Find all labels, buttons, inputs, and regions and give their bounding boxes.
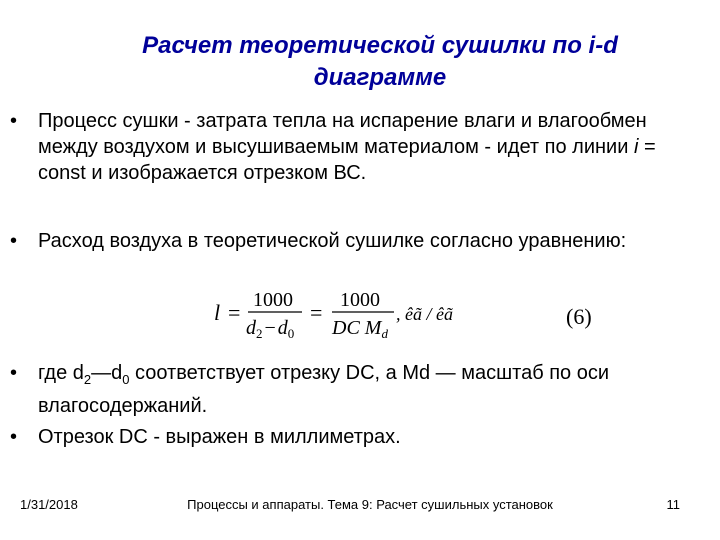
bullet-text-part: соответствует отрезку DC, а Md — масштаб по оси влагосодержаний. <box>38 362 610 417</box>
formula-units: , êã / êã <box>396 304 453 324</box>
den1-minus: − <box>264 317 276 339</box>
formula-denominator-1 <box>246 317 294 340</box>
formula-equals-1: = <box>228 300 241 325</box>
bullet-text <box>38 108 670 186</box>
bullet-text: Расход воздуха в теоретической сушилке согласно уравнению: <box>38 230 627 252</box>
slide-title-line-2: диаграмме <box>313 64 447 91</box>
footer-date: 1/31/2018 <box>20 497 78 512</box>
den1-sub-0: 0 <box>287 326 295 340</box>
slide-title-line-1: Расчет теоретической сушилки по i-d <box>142 32 618 59</box>
bullet-drying-process <box>10 108 670 186</box>
bullet-marker: • <box>10 110 18 132</box>
bullet-text-part: = const и изображается отрезком ВС. <box>38 136 656 184</box>
bullet-segment-dc <box>10 360 670 419</box>
bullet-text-part: где d <box>38 362 84 384</box>
formula-equals-2: = <box>310 300 323 325</box>
bullet-marker: • <box>10 230 18 252</box>
formula-equation <box>210 290 620 340</box>
slide-title <box>80 30 680 94</box>
bullet-text-variable: i <box>633 136 639 158</box>
subscript: 0 <box>122 372 130 387</box>
bullet-marker: • <box>10 362 18 384</box>
bullet-marker: • <box>10 426 18 448</box>
formula-number: (6) <box>566 304 592 329</box>
bullet-dc-millimeters <box>10 424 670 450</box>
bullet-text <box>38 360 670 419</box>
den1-d2: d <box>277 317 288 339</box>
formula-numerator-1: 1000 <box>253 290 293 311</box>
bullet-text-part: Процесс сушки - затрата тепла на испарение влаги и влагообмен между воздухом и высушиваемым материалом - идет по линии <box>38 110 647 158</box>
den2-text: DC M <box>332 317 382 339</box>
formula-numerator-2: 1000 <box>340 290 380 311</box>
den2-sub-d: d <box>381 326 388 340</box>
formula-lhs: l <box>214 300 221 325</box>
bullet-text-part: —d <box>91 362 123 384</box>
bullet-text: Отрезок DC - выражен в миллиметрах. <box>38 426 401 448</box>
formula-denominator-2 <box>331 317 388 340</box>
den1-d: d <box>246 317 256 339</box>
footer-page-number: 11 <box>666 497 680 512</box>
footer-title: Процессы и аппараты. Тема 9: Расчет сушильных установок <box>187 497 553 512</box>
den1-sub-2: 2 <box>256 326 263 340</box>
subscript: 2 <box>83 372 92 387</box>
bullet-air-consumption <box>10 228 670 254</box>
